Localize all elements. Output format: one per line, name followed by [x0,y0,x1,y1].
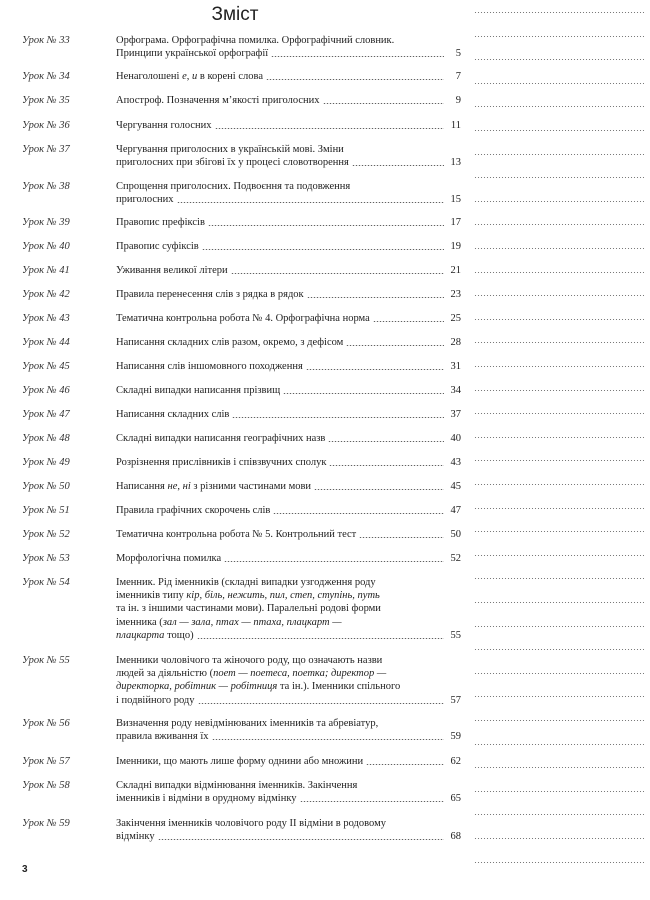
page-ref: 7 [455,70,461,82]
page-ref: 52 [450,552,461,564]
dot-leader [198,703,444,704]
note-line [474,484,644,485]
note-line [474,201,644,202]
dot-leader [306,369,444,370]
page-ref: 31 [450,360,461,372]
lesson-number: Урок № 35 [22,95,70,106]
note-line [474,36,644,37]
page-ref: 23 [450,288,461,300]
note-line [474,578,644,579]
note-line [474,555,644,556]
toc-entry-title: Правопис префіксів 17 [116,216,461,228]
toc-entry-title: Морфологічна помилка 52 [116,552,461,564]
dot-leader [329,465,444,466]
page-ref: 59 [450,731,461,743]
lesson-number: Урок № 58 [22,780,70,791]
lesson-number: Урок № 42 [22,289,70,300]
toc-entry-title: Правила графічних скорочень слів 47 [116,504,461,516]
page-ref: 50 [450,528,461,540]
dot-leader [266,79,444,80]
toc-entry-title: Закінчення іменників чоловічого роду II відміни в родовому відмінку 68 [116,817,461,843]
dot-leader [359,537,444,538]
note-line [474,272,644,273]
lesson-number: Урок № 48 [22,433,70,444]
toc-entry-title: Написання складних слів 37 [116,408,461,420]
page-ref: 62 [450,755,461,767]
lesson-number: Урок № 59 [22,818,70,829]
dot-leader [177,202,444,203]
lesson-number: Урок № 36 [22,120,70,131]
note-line [474,390,644,391]
dot-leader [215,128,444,129]
page-ref: 45 [450,480,461,492]
toc-entry-title: Визначення роду невідмінюваних іменників та абревіатур, правила вживання їх 59 [116,717,461,743]
page-ref: 21 [450,264,461,276]
note-line [474,673,644,674]
lesson-number: Урок № 57 [22,756,70,767]
lesson-number: Урок № 56 [22,718,70,729]
lesson-number: Урок № 46 [22,385,70,396]
dot-leader [202,249,444,250]
note-line [474,838,644,839]
note-line [474,83,644,84]
toc-entry-title: Чергування голосних 11 [116,119,461,131]
note-line [474,12,644,13]
toc-entry-title: Спрощення приголосних. Подвоєння та подовження приголосних 15 [116,180,461,206]
note-line [474,224,644,225]
page-ref: 5 [455,48,461,60]
page-ref: 11 [450,119,461,131]
note-line [474,106,644,107]
page-ref: 65 [450,793,461,805]
page-title: Зміст [211,4,259,25]
page-ref: 68 [450,831,461,843]
note-line [474,437,644,438]
lesson-number: Урок № 39 [22,217,70,228]
page-ref: 37 [450,408,461,420]
toc-entry-title: Написання слів іншомовного походження 31 [116,360,461,372]
note-line [474,767,644,768]
lesson-number: Урок № 53 [22,553,70,564]
lesson-number: Урок № 34 [22,71,70,82]
note-line [474,154,644,155]
page-ref: 25 [450,312,461,324]
lesson-number: Урок № 37 [22,144,70,155]
dot-leader [283,393,444,394]
page-ref: 17 [450,216,461,228]
toc-entry-title: Складні випадки написання прізвищ 34 [116,384,461,396]
dot-leader [346,345,444,346]
toc-entry-title: Орфограма. Орфографічна помилка. Орфографічний словник. Принципи української орфографії 5 [116,34,461,60]
dot-leader [208,225,444,226]
toc-entry-title: Чергування приголосних в українській мові. Зміни приголосних при збігові їх у процесі словотворення 13 [116,143,461,169]
note-line [474,531,644,532]
page-ref: 15 [450,194,461,206]
page-ref: 19 [450,240,461,252]
page-ref: 28 [450,336,461,348]
toc-entry-title: Правопис суфіксів 19 [116,240,461,252]
lesson-number: Урок № 54 [22,577,70,588]
page-ref: 34 [450,384,461,396]
lesson-number: Урок № 45 [22,361,70,372]
toc-entry-title: Уживання великої літери 21 [116,264,461,276]
toc-entry-title: Ненаголошені е, и в корені слова 7 [116,70,461,82]
toc-entry-title: Написання складних слів разом, окремо, з дефісом 28 [116,336,461,348]
page-ref: 40 [450,432,461,444]
dot-leader [373,321,444,322]
dot-leader [300,801,444,802]
note-line [474,508,644,509]
dot-leader [352,165,444,166]
lesson-number: Урок № 52 [22,529,70,540]
toc-entry-title: Розрізнення прислівників і співзвучних сполук 43 [116,456,461,468]
dot-leader [328,441,444,442]
lesson-number: Урок № 55 [22,655,70,666]
note-line [474,366,644,367]
toc-entry-title: Тематична контрольна робота № 4. Орфографічна норма 25 [116,312,461,324]
lesson-number: Урок № 50 [22,481,70,492]
note-line [474,862,644,863]
page-ref: 43 [450,456,461,468]
toc-entry-title: Складні випадки відмінювання іменників. Закінчення іменників і відміни в орудному відмінку 65 [116,779,461,805]
lesson-number: Урок № 33 [22,35,70,46]
dot-leader [197,638,444,639]
lesson-number: Урок № 47 [22,409,70,420]
dot-leader [212,739,444,740]
toc-entry-title: Апостроф. Позначення м’якості приголосних 9 [116,94,461,106]
toc-entry-title: Складні випадки написання географічних назв 40 [116,432,461,444]
note-line [474,59,644,60]
note-line [474,130,644,131]
page-number: 3 [22,864,28,875]
dot-leader [273,513,444,514]
note-line [474,720,644,721]
page-ref: 9 [455,94,461,106]
dot-leader [231,273,444,274]
toc-entry-title: Іменники чоловічого та жіночого роду, що означають назви людей за діяльністю (поет — поетеса, поетка; директор — директорка, робітник — робітниця та ін.). Іменники спільного і подвійного роду 57 [116,654,461,706]
lesson-number: Урок № 49 [22,457,70,468]
toc-entry-title: Тематична контрольна робота № 5. Контрольний тест 50 [116,528,461,540]
note-line [474,814,644,815]
note-line [474,460,644,461]
note-line [474,295,644,296]
note-line [474,696,644,697]
note-line [474,626,644,627]
note-line [474,649,644,650]
note-line [474,413,644,414]
page-ref: 57 [450,694,461,706]
page-ref: 47 [450,504,461,516]
toc-entry-title: Написання не, ні з різними частинами мови 45 [116,480,461,492]
dot-leader [307,297,444,298]
dot-leader [271,56,444,57]
lesson-number: Урок № 40 [22,241,70,252]
note-line [474,342,644,343]
dot-leader [314,489,444,490]
dot-leader [158,839,444,840]
note-line [474,248,644,249]
note-line [474,602,644,603]
dot-leader [323,103,444,104]
lesson-number: Урок № 43 [22,313,70,324]
note-line [474,177,644,178]
dot-leader [366,764,444,765]
toc-entry-title: Іменники, що мають лише форму однини або множини 62 [116,755,461,767]
toc-entry-title: Правила перенесення слів з рядка в рядок 23 [116,288,461,300]
note-line [474,791,644,792]
dot-leader [224,561,444,562]
lesson-number: Урок № 41 [22,265,70,276]
page-ref: 13 [450,157,461,169]
toc-entry-title: Іменник. Рід іменників (складні випадки узгодження роду іменників типу кір, біль, нежить, пил, степ, ступінь, путь та ін. з іншими частинами мови). Паралельні родові форми іменника (зал — зала, птах — птаха, плацкарт — плацкарта тощо) 55 [116,576,461,641]
lesson-number: Урок № 51 [22,505,70,516]
lesson-number: Урок № 44 [22,337,70,348]
notes-ruled-lines [474,0,650,900]
dot-leader [232,417,444,418]
page-ref: 55 [450,629,461,641]
lesson-number: Урок № 38 [22,181,70,192]
note-line [474,744,644,745]
note-line [474,319,644,320]
